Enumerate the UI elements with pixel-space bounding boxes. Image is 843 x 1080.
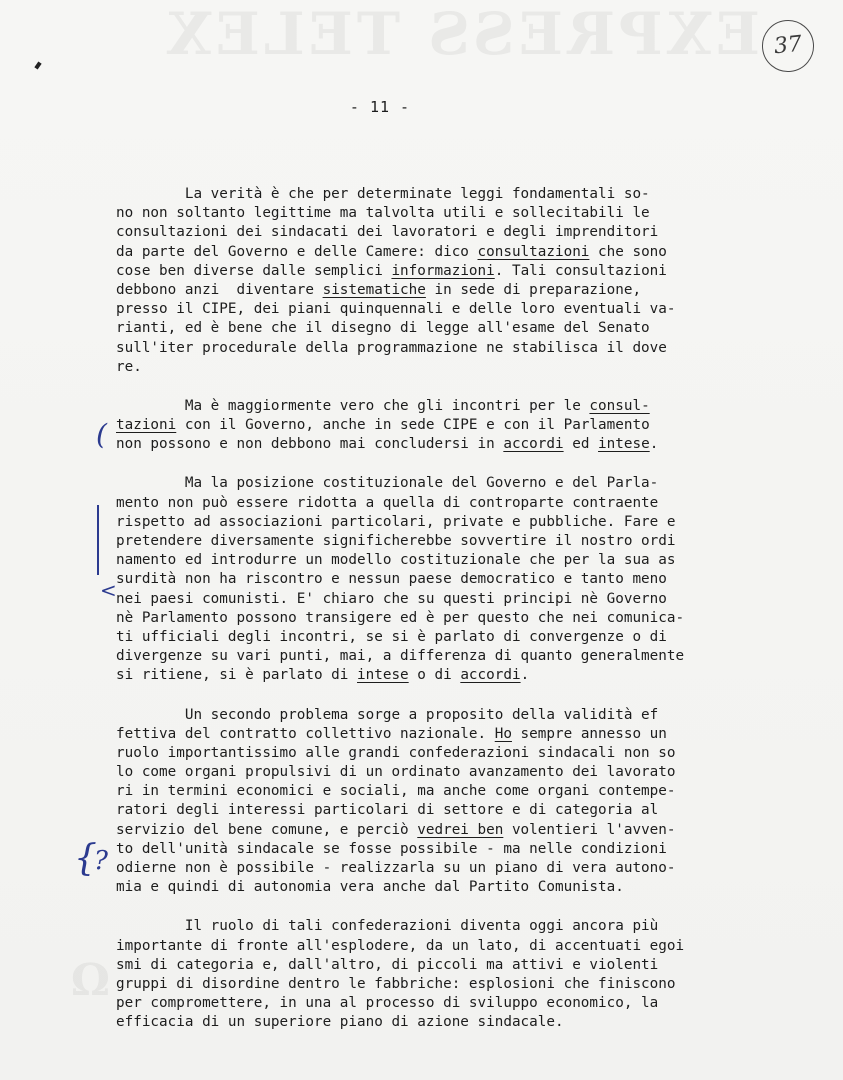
underlined-text: intese	[598, 436, 650, 453]
text-segment: servizio del bene comune, e perciò	[116, 821, 418, 838]
paragraph	[116, 397, 756, 455]
text-line	[116, 262, 756, 281]
underlined-text: tazioni	[116, 417, 177, 434]
text-line	[116, 281, 756, 300]
text-line	[116, 590, 756, 609]
text-segment: nè Parlamento possono transigere ed è per questo che nei comunica-	[116, 609, 685, 626]
text-line	[116, 532, 756, 551]
text-segment: rispetto ad associazioni particolari, private e pubbliche. Fare e	[116, 513, 676, 530]
text-segment: La verità è che per determinate leggi fondamentali so-	[116, 186, 650, 202]
text-segment: to dell'unità sindacale se fosse possibile - ma nelle condizioni	[116, 840, 667, 857]
text-segment: mento non può essere ridotta a quella di controparte contraente	[116, 494, 659, 511]
text-segment: nei paesi comunisti. E' chiaro che su questi principi nè Governo	[116, 590, 667, 607]
text-line	[116, 782, 756, 801]
margin-brace-mark: {	[74, 838, 97, 879]
text-line	[116, 725, 756, 744]
text-line	[116, 859, 756, 878]
text-line	[116, 878, 756, 897]
page-number: - 11 -	[349, 98, 411, 116]
text-segment: importante di fronte all'esplodere, da un lato, di accentuati egoi	[116, 937, 685, 954]
text-segment: si ritiene, si è parlato di	[116, 667, 358, 684]
underlined-text: sistematiche	[322, 281, 426, 298]
text-line	[116, 666, 756, 685]
body-text	[116, 185, 756, 1053]
bleed-through-header: EXPRESS TELEX	[162, 0, 760, 68]
text-segment: .	[520, 667, 530, 684]
text-line	[116, 801, 756, 820]
text-line	[116, 917, 756, 936]
text-segment: efficacia di un superiore piano di azione sindacale.	[116, 1014, 564, 1031]
text-segment: da parte del Governo e delle Camere: dico	[116, 243, 478, 260]
text-segment: Il ruolo di tali confederazioni diventa oggi ancora più	[116, 918, 659, 935]
text-segment: ti ufficiali degli incontri, se si è parlato di convergenze o di	[116, 628, 667, 645]
text-line	[116, 300, 756, 319]
underlined-text: accordi	[503, 436, 564, 453]
paragraph	[116, 706, 756, 898]
text-line	[116, 840, 756, 859]
underlined-text: vedrei ben	[417, 821, 504, 838]
bleed-through-mark: Ω	[70, 955, 110, 1006]
text-segment: cose ben diverse dalle semplici	[116, 262, 392, 279]
text-line	[116, 243, 756, 262]
text-segment: re.	[116, 358, 142, 375]
text-segment: Ma è maggiormente vero che gli incontri per le	[116, 397, 590, 414]
underlined-text: consul-	[589, 397, 650, 414]
text-segment: . Tali consultazioni	[494, 262, 667, 279]
page-stamp: 37	[759, 17, 816, 74]
text-segment: .	[649, 436, 659, 453]
text-segment: ed	[563, 436, 599, 453]
margin-tick	[34, 61, 41, 69]
text-segment: rianti, ed è bene che il disegno di legge all'esame del Senato	[116, 320, 650, 337]
text-segment: no non soltanto legittime ma talvolta utili e sollecitabili le	[116, 205, 650, 222]
text-segment: odierne non è possibile - realizzarla su un piano di vera autono-	[116, 860, 676, 876]
text-segment: ratori degli interessi particolari di settore e di categoria al	[116, 802, 659, 819]
text-segment: consultazioni dei sindacati dei lavoratori e degli imprenditori	[116, 224, 659, 241]
text-segment: non possono e non debbono mai concludersi in	[116, 436, 504, 453]
underlined-text: informazioni	[391, 262, 495, 279]
paragraph	[116, 474, 756, 685]
text-segment: con il Governo, anche in sede CIPE e con il Parlamento	[176, 417, 650, 434]
text-line	[116, 494, 756, 513]
text-line	[116, 339, 756, 358]
text-line	[116, 994, 756, 1013]
underlined-text: consultazioni	[477, 243, 590, 260]
text-segment: smi di categoria e, dall'altro, di piccoli ma attivi e violenti	[116, 956, 659, 973]
text-segment: gruppi di disordine dentro le fabbriche: esplosioni che finiscono	[116, 975, 676, 992]
text-line	[116, 204, 756, 223]
text-line	[116, 551, 756, 570]
text-line	[116, 647, 756, 666]
underlined-text: accordi	[460, 667, 521, 684]
text-line	[116, 1013, 756, 1032]
text-line	[116, 956, 756, 975]
text-segment: mia e quindi di autonomia vera anche dal Partito Comunista.	[116, 879, 624, 896]
text-line	[116, 570, 756, 589]
text-line	[116, 513, 756, 532]
text-line	[116, 821, 756, 840]
margin-paren-mark: (	[96, 418, 107, 451]
margin-question-mark: ?	[94, 846, 108, 876]
text-line	[116, 358, 756, 377]
text-line	[116, 435, 756, 454]
text-line	[116, 185, 756, 204]
text-segment: sull'iter procedurale della programmazione ne stabilisca il dove	[116, 339, 667, 356]
margin-vertical-line	[97, 505, 99, 575]
text-line	[116, 416, 756, 435]
text-line	[116, 763, 756, 782]
text-line	[116, 319, 756, 338]
paragraph	[116, 185, 756, 377]
margin-angle-mark: <	[100, 578, 117, 602]
text-line	[116, 628, 756, 647]
text-segment: che sono	[589, 243, 667, 260]
text-segment: surdità non ha riscontro e nessun paese democratico e tanto meno	[116, 571, 667, 588]
text-segment: ruolo importantissimo alle grandi confederazioni sindacali non so	[116, 744, 676, 761]
paragraph	[116, 917, 756, 1032]
text-segment: ri in termini economici e sociali, ma anche come organi contempe-	[116, 783, 676, 800]
text-line	[116, 706, 756, 725]
text-segment: namento ed introdurre un modello costituzionale che per la sua as	[116, 552, 676, 569]
text-line	[116, 975, 756, 994]
text-segment: Un secondo problema sorge a proposito della validità ef	[116, 706, 659, 723]
text-segment: o di	[408, 667, 461, 684]
text-line	[116, 744, 756, 763]
text-line	[116, 223, 756, 242]
text-line	[116, 937, 756, 956]
text-segment: divergenze su vari punti, mai, a differenza di quanto generalmente	[116, 648, 685, 665]
text-segment: debbono anzi diventare	[116, 281, 323, 298]
underlined-text: Ho	[494, 725, 512, 742]
text-segment: volentieri l'avven-	[503, 821, 676, 838]
text-segment: pretendere diversamente significherebbe sovvertire il nostro ordi	[116, 533, 676, 549]
underlined-text: intese	[357, 667, 409, 684]
text-segment: sempre annesso un	[511, 725, 667, 742]
text-segment: lo come organi propulsivi di un ordinato avanzamento dei lavorato	[116, 764, 676, 781]
text-segment: presso il CIPE, dei piani quinquennali e delle loro eventuali va-	[116, 301, 676, 318]
text-segment: fettiva del contratto collettivo nazionale.	[116, 725, 495, 742]
text-segment: in sede di preparazione,	[425, 281, 642, 298]
text-line	[116, 397, 756, 416]
text-line	[116, 609, 756, 628]
text-segment: per compromettere, in una al processo di sviluppo economico, la	[116, 995, 659, 1012]
text-line	[116, 474, 756, 493]
text-segment: Ma la posizione costituzionale del Governo e del Parla-	[116, 475, 659, 492]
